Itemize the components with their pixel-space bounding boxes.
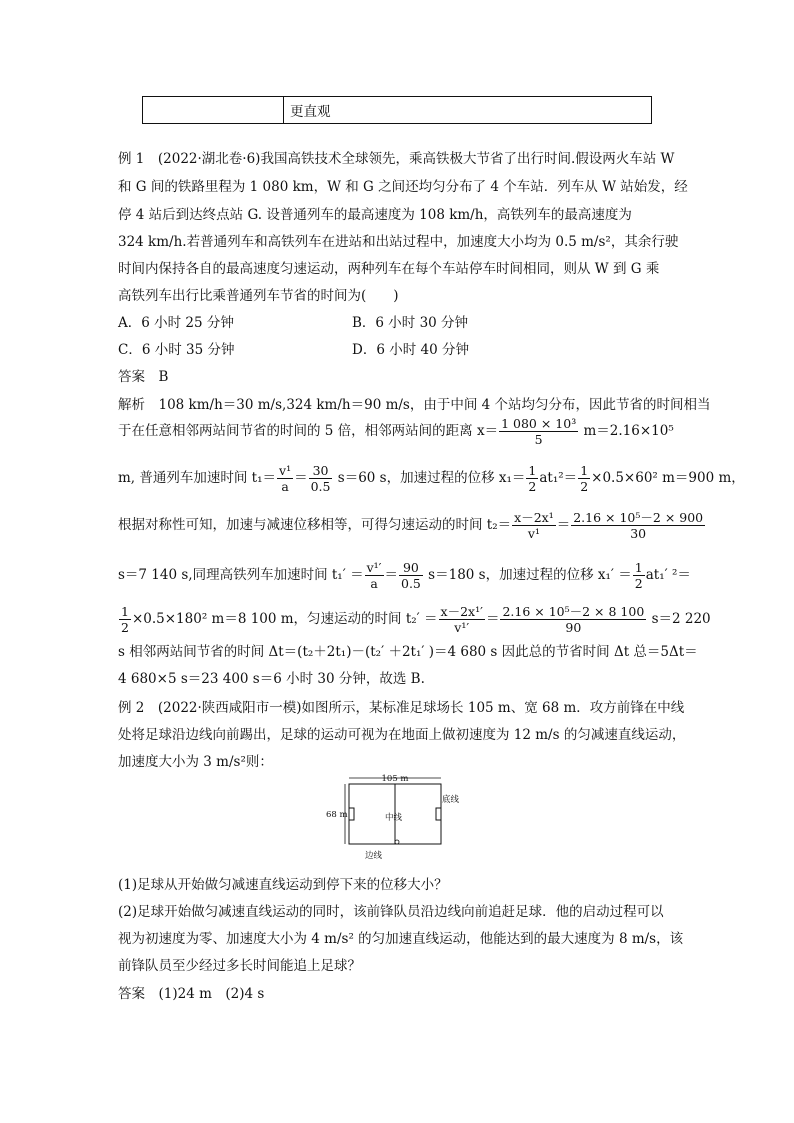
denominator: v¹′ bbox=[454, 620, 470, 635]
solution-text: s＝60 s，加速过程的位移 x₁＝ bbox=[333, 470, 526, 486]
denominator: 0.5 bbox=[310, 479, 331, 494]
ex1-line-2: 和 G 间的铁路里程为 1 080 km，W 和 G 之间还均匀分布了 4 个车站．列车从 W 站始发，经 bbox=[118, 179, 688, 195]
ex1-line-3: 停 4 站后到达终点站 G. 设普通列车的最高速度为 108 km/h，高铁列车的最高速度为 bbox=[118, 207, 632, 223]
ball-icon bbox=[395, 840, 399, 844]
solution-line-1: 解析 108 km/h＝30 m/s,324 km/h＝90 m/s，由于中间 4 个站均匀分布，因此节省的时间相当 bbox=[118, 397, 711, 413]
option-c: C．6 小时 35 分钟 bbox=[118, 342, 235, 358]
solution-text: s＝2 220 bbox=[647, 611, 711, 627]
fraction bbox=[499, 416, 578, 447]
numerator: x－2x¹ bbox=[514, 510, 554, 525]
numerator: v¹′ bbox=[366, 560, 382, 575]
fraction bbox=[399, 560, 423, 591]
denominator: 5 bbox=[534, 432, 543, 447]
solution-text: s＝180 s，加速过程的位移 x₁′ ＝ bbox=[423, 567, 632, 583]
fraction bbox=[571, 510, 705, 541]
solution-text: m＝2.16×10⁵ bbox=[579, 423, 674, 439]
numerator: v¹ bbox=[279, 463, 292, 478]
numerator: 1 080 × 10³ bbox=[501, 416, 577, 431]
fraction bbox=[277, 463, 293, 494]
ex1-line-5: 时间内保持各自的最高速度匀速运动，两种列车在每个车站停车时间相同，则从 W 到 G 乘 bbox=[118, 261, 660, 277]
solution-line-8: 4 680×5 s＝23 400 s＝6 小时 30 分钟，故选 B. bbox=[118, 671, 425, 687]
solution-line-4: 根据对称性可知，加速与减速位移相等，可得匀速运动的时间 t₂＝ $\frac{\text{x－2x¹}}{\text{v¹}}$ ＝ $\frac{\text{2.16 × 10⁵－2 × 900}}{30}$ bbox=[118, 510, 704, 541]
denominator: a bbox=[281, 479, 289, 494]
solution-text: 根据对称性可知，加速与减速位移相等，可得匀速运动的时间 t₂＝ bbox=[118, 517, 512, 533]
solution-line-6: $\frac{1}{2}$ ×0.5×180² m＝8 100 m，匀速运动的时间 t₂′ ＝ $\frac{\text{x－2x¹′}}{\text{v¹′}}$ ＝ $\frac{\text{2.16 × 10⁵－2 × 8 100}}{90}$ s＝2 220 bbox=[121, 604, 711, 635]
numerator: 90 bbox=[399, 560, 423, 576]
numerator: 1 bbox=[634, 560, 643, 575]
ex1-answer: 答案 B bbox=[118, 369, 169, 385]
ex2-line-1: 例 2 (2022·陕西咸阳市一模)如图所示，某标准足球场长 105 m、宽 68 m．攻方前锋在中线 bbox=[118, 700, 685, 716]
option-d: D．6 小时 40 分钟 bbox=[352, 342, 469, 358]
ex1-line-6: 高铁列车出行比乘普通列车节省的时间为( ) bbox=[118, 288, 399, 304]
denominator: 2 bbox=[121, 620, 129, 635]
solution-line-3: m, 普通列车加速时间 t₁＝ $\frac{\text{v¹}}{a}$ ＝ $\frac{30}{0.5}$ s＝60 s，加速过程的位移 x₁＝ $\frac{1}{2}$ at₁²＝ $\frac{1}{2}$ ×0.5×60² m＝900 m， bbox=[118, 463, 745, 494]
denominator: 2 bbox=[528, 479, 537, 494]
midline-label: 中线 bbox=[385, 813, 403, 823]
solution-line-7: s 相邻两站间节省的时间 Δt＝(t₂＋2t₁)－(t₂′ ＋2t₁′ )＝4 680 s 因此总的节省时间 Δt 总＝5Δt＝ bbox=[118, 644, 698, 660]
denominator: 2 bbox=[634, 576, 643, 591]
goal-line-label: 底线 bbox=[442, 795, 460, 805]
fraction bbox=[119, 604, 131, 635]
left-goal bbox=[349, 808, 354, 820]
solution-text: s＝7 140 s,同理高铁列车加速时间 t₁′ ＝ bbox=[118, 567, 364, 583]
numerator: 2.16 × 10⁵－2 × 8 100 bbox=[502, 604, 645, 619]
denominator: 0.5 bbox=[401, 576, 421, 591]
solution-text: ×0.5×180² m＝8 100 m，匀速运动的时间 t₂′ ＝ bbox=[131, 611, 438, 627]
length-label: 105 m bbox=[381, 774, 409, 784]
denominator: 90 bbox=[565, 620, 582, 635]
fraction bbox=[526, 463, 538, 494]
football-field-figure bbox=[325, 772, 465, 864]
table-cell-right: 更直观 bbox=[284, 97, 652, 124]
fraction bbox=[500, 604, 646, 635]
fraction bbox=[512, 510, 556, 541]
question-2-line-1: (2)足球开始做匀减速直线运动的同时，该前锋队员沿边线向前追赶足球．他的启动过程可以 bbox=[118, 904, 664, 920]
option-b: B．6 小时 30 分钟 bbox=[352, 315, 469, 331]
solution-line-5: s＝7 140 s,同理高铁列车加速时间 t₁′ ＝ $\frac{\text{v¹′}}{a}$ ＝ $\frac{90}{0.5}$ s＝180 s，加速过程的位移 x₁′ ＝ $\frac{1}{2}$ at₁′ ²＝ bbox=[118, 560, 691, 591]
numerator: 1 bbox=[528, 463, 537, 478]
numerator: 1 bbox=[580, 463, 589, 478]
ex2-line-2: 处将足球沿边线向前踢出，足球的运动可视为在地面上做初速度为 12 m/s 的匀减速直线运动， bbox=[118, 727, 686, 743]
numerator: 1 bbox=[121, 604, 129, 619]
touch-line-label: 边线 bbox=[365, 851, 383, 861]
numerator: x－2x¹′ bbox=[440, 604, 483, 619]
denominator: v¹ bbox=[527, 526, 540, 541]
denominator: a bbox=[370, 576, 378, 591]
fraction bbox=[439, 604, 485, 635]
numerator: 2.16 × 10⁵－2 × 900 bbox=[573, 510, 704, 525]
solution-text: at₁²＝ bbox=[539, 470, 578, 486]
right-goal bbox=[436, 808, 441, 820]
solution-text: ×0.5×60² m＝900 m， bbox=[591, 470, 745, 486]
ex2-answer: 答案 (1)24 m (2)4 s bbox=[118, 986, 265, 1002]
width-label: 68 m bbox=[326, 810, 348, 820]
header-table bbox=[142, 96, 652, 124]
question-1: (1)足球从开始做匀减速直线运动到停下来的位移大小？ bbox=[118, 877, 448, 893]
question-2-line-2: 视为初速度为零、加速度大小为 4 m/s² 的匀加速直线运动，他能达到的最大速度为 8 m/s，该 bbox=[118, 931, 684, 947]
solution-line-2 bbox=[118, 416, 674, 447]
ex1-line-4: 324 km/h.若普通列车和高铁列车在进站和出站过程中，加速度大小均为 0.5 m/s²，其余行驶 bbox=[118, 234, 679, 250]
table-cell-left bbox=[143, 97, 284, 124]
option-a: A．6 小时 25 分钟 bbox=[118, 315, 234, 331]
denominator: 30 bbox=[630, 526, 647, 541]
numerator: 30 bbox=[309, 463, 333, 479]
solution-text: at₁′ ²＝ bbox=[645, 567, 691, 583]
ex1-line-1: 例 1 (2022·湖北卷·6)我国高铁技术全球领先，乘高铁极大节省了出行时间.假设两火车站 W bbox=[118, 151, 675, 167]
ex2-line-3: 加速度大小为 3 m/s²则： bbox=[118, 754, 273, 770]
fraction bbox=[633, 560, 645, 591]
denominator: 2 bbox=[580, 479, 589, 494]
fraction bbox=[365, 560, 384, 591]
question-2-line-3: 前锋队员至少经过多长时间能追上足球？ bbox=[118, 958, 361, 974]
fraction bbox=[578, 463, 590, 494]
fraction bbox=[309, 463, 333, 494]
solution-text: m, 普通列车加速时间 t₁＝ bbox=[118, 470, 277, 486]
solution-text: 于在任意相邻两站间节省的时间的 5 倍，相邻两站间的距离 x＝ bbox=[118, 423, 499, 439]
